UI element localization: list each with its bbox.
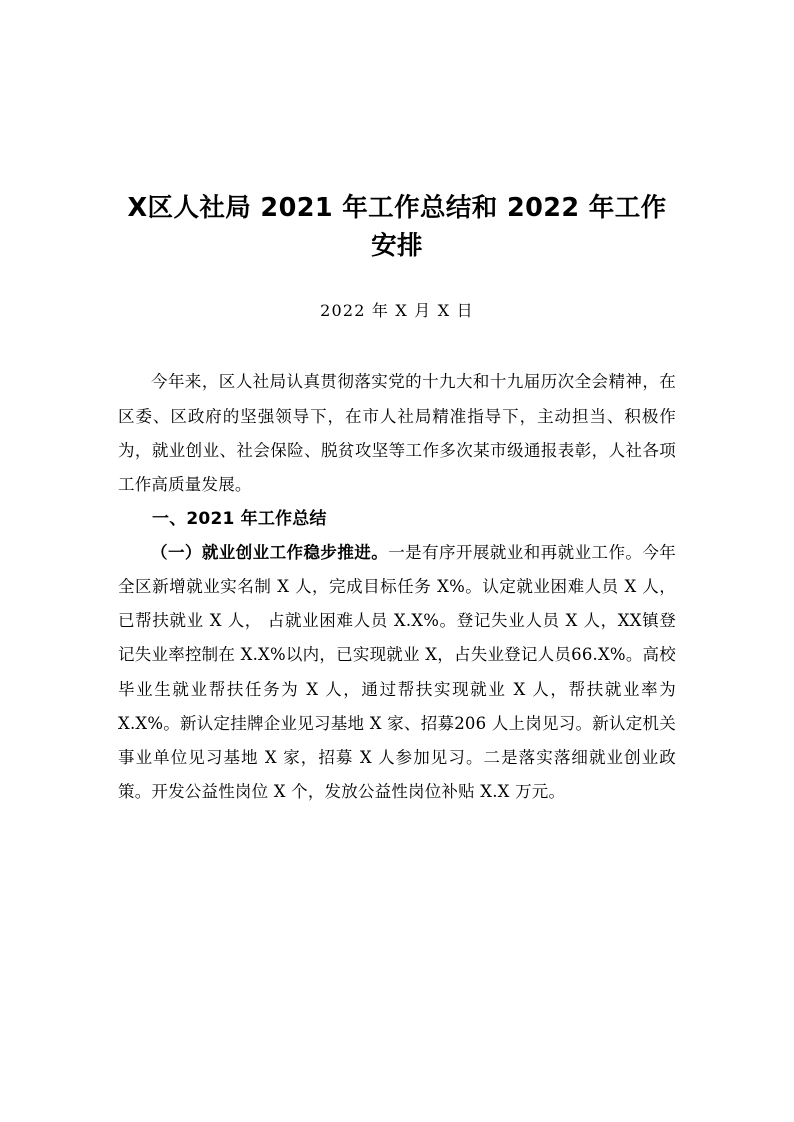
document-body — [118, 365, 676, 809]
subsection-paragraph — [118, 536, 676, 809]
document-date: 2022 年 X 月 X 日 — [320, 301, 474, 321]
subsection-heading: （一）就业创业工作稳步推进。 — [151, 543, 389, 563]
page-title: X区人社局 2021 年工作总结和 2022 年工作安排 — [127, 193, 667, 261]
subsection-body: 一是有序开展就业和再就业工作。今年全区新增就业实名制 X 人，完成目标任务 X%。认定就业困难人员 X 人，已帮扶就业 X 人， 占就业困难人员 X.X%。登记失业人员 X 人，XX镇登记失业率控制在 X.X%以内，已实现就业 X，占失业登记人员66.X%。高校毕业生就业帮扶任务为 X 人，通过帮扶实现就业 X 人，帮扶就业率为 X.X%。新认定挂牌企业见习基地 X 家、招募206 人上岗见习。新认定机关事业单位见习基地 X 家，招募 X 人参加见习。二是落实落细就业创业政策。开发公益性岗位 X 个，发放公益性岗位补贴 X.X 万元。 — [118, 543, 676, 802]
section-heading-2021-summary: 一、2021 年工作总结 — [152, 509, 327, 530]
opening-paragraph: 今年来，区人社局认真贯彻落实党的十九大和十九届历次全会精神，在区委、区政府的坚强领导下，在市人社局精准指导下，主动担当、积极作为，就业创业、社会保险、脱贫攻坚等工作多次某市级通报表彰，人社各项工作高质量发展。 — [118, 372, 676, 494]
